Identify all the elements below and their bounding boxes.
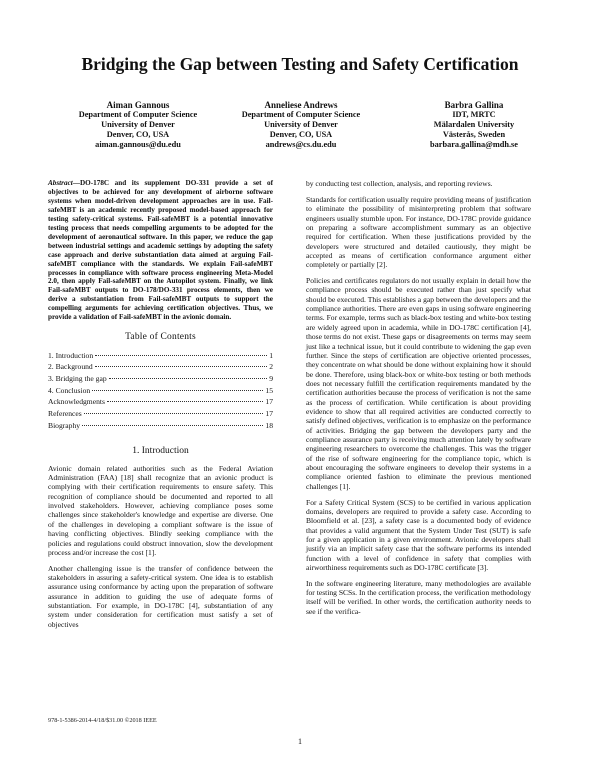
paragraph: For a Safety Critical System (SCS) to be certified in various application domains, developers are required to provide a safety case. According to Bloomfield et al. [23], a safety case is a documented body of evidence that provides a valid argument that the System Under Test (SUT) is safe for a given application in a given environment. Avionic developers shall justify via an implicit safety case that the software performs its intended function with a level of confidence in safety that complies with airworthiness requirements such as DO-178C certificate [3]. xyxy=(306,497,531,572)
paragraph: by conducting test collection, analysis, and reporting reviews. xyxy=(306,179,493,188)
table-of-contents xyxy=(48,351,273,433)
author-org: University of Denver xyxy=(101,120,175,129)
author-dept: IDT, MRTC xyxy=(452,110,496,119)
author-location: Västerås, Sweden xyxy=(442,130,506,139)
page-number: 1 xyxy=(298,737,302,746)
author-email: aiman.gannous@du.edu xyxy=(95,140,181,149)
toc-entry[interactable]: 4. Conclusion 15 xyxy=(48,385,273,395)
section-heading: 1. Introduction xyxy=(132,446,189,457)
toc-entry[interactable]: Acknowledgments 17 xyxy=(48,397,273,407)
author-1 xyxy=(48,100,228,150)
author-email: andrews@cs.du.edu xyxy=(265,140,337,149)
abstract-text: —DO-178C and its supplement DO-331 provide a set of objectives to be achieved for any development of airborne software systems when model-driven development approaches are in use. Fail-safeMBT is an academic recently proposed model-based approach for testing safety-critical systems. Fail-safeMBT is a potential innovative testing process that needs compelling arguments to be adopted for the development of aeronautical software. In this paper, we reduce the gap between industrial settings and academic settings by adopting the safety case approach and derive substantiation data aimed at arguing Fail-safeMBT compliance with the standards. We explain Fail-safeMBT processes in compliance with software process engineering Meta-Model 2.0, then apply Fail-safeMBT on the Autopilot system. Finally, we link Fail-safeMBT outputs to DO-178/DO-331 process elements, then we derive a substantiation from Fail-safeMBT outputs to support the compelling arguments for achieving certification objectives. Thus, we provide a validation of Fail-safeMBT in the avionic domain. xyxy=(48,179,273,322)
paragraph: Standards for certification usually require providing means of justification to eliminate the possibility of misinterpreting problem that software engineers usually stumble upon. For instance, DO-178C provide guidance on preparing a software accomplishment summary as an objective required for certification. When these justifications provided by the developers were structured and detailed cautiously, they might be accepted as means of certification conformance argument either completely or partially [2]. xyxy=(306,194,531,270)
author-email: barbara.gallina@mdh.se xyxy=(430,140,518,149)
left-column xyxy=(48,179,273,636)
author-location: Denver, CO, USA xyxy=(269,130,333,139)
author-org: University of Denver xyxy=(264,120,338,129)
abstract xyxy=(48,179,273,322)
paragraph: Avionic domain related authorities such as the Federal Aviation Administration (FAA) [18] shall recognize that an avionic product is complying with their certification requirements to ensure safety. This recognition of compliance should be documented and reported to all involved stakeholders. However, achieving compliance poses some challenges since stakeholder's knowledge and expertise are diverse. One of the challenges in developing a compliant software is the issue of having conflicting objectives. Blindly seeking compliance with the policies and regulations could obstruct innovation, slow the development process and/or increase the cost [1]. xyxy=(48,463,273,557)
right-column xyxy=(306,179,531,623)
author-org: Mälardalen University xyxy=(433,120,515,129)
toc-entry[interactable]: Biography 18 xyxy=(48,420,273,430)
toc-entry[interactable]: References 17 xyxy=(48,409,273,419)
paragraph: Policies and certificates regulators do not usually explain in detail how the compliance process should be executed rather than just specify what should be executed. This establishes a gap between the developers and the compliance authorities. There are even gaps in using software engineering terms. For example, terms such as black-box testing and white-box testing are widely agreed upon in academia, while in DO-178C certification [4], those terms do not exist. These gaps or disagreements on terms may seem just like a technical issue, but it could contribute to widening the gap even further. Since the steps of certification are objective oriented processes, they concentrate on what should be done without explaining how it should be done. Therefore, using black-box or white-box testing or both methods does not necessary fulfill the certification requirements mandated by the certification authorities because the process of verification is not the same as the process of certification. While certification is about providing evidence to show that all required activities are conducted correctly to satisfy defined objectives, verification is to emphasize on the performance of activities. Bridging the gap between the developers party and the compliance assurance party is receiving much attention lately by software engineering researchers to overcome the challenges. This was the trigger of the rise of software engineering for the compliance topic, which is about encouraging the software engineers to develop their systems in a compliance oriented fashion to eliminate the previous mentioned challenges [1]. xyxy=(306,276,531,491)
paper-title: Bridging the Gap between Testing and Safety Certification xyxy=(81,54,519,74)
author-2 xyxy=(211,100,391,150)
paragraph: Another challenging issue is the transfer of confidence between the stakeholders in assuring a safety-critical system. One idea is to establish assurance using conformance by acting upon the preparation of software assurance in addition to guiding the use of adequate forms of substantiation. For example, in DO-178C [4], substantiation of any system under consideration for certification must satisfy a set of objectives xyxy=(48,563,273,629)
author-location: Denver, CO, USA xyxy=(106,130,170,139)
toc-entry[interactable]: 2. Background 2 xyxy=(48,362,273,372)
author-name: Anneliese Andrews xyxy=(264,100,338,110)
toc-entry[interactable]: 3. Bridging the gap 9 xyxy=(48,373,273,383)
abstract-lead: Abstract xyxy=(48,179,73,187)
author-3 xyxy=(384,100,564,150)
author-dept: Department of Computer Science xyxy=(78,110,198,119)
toc-heading: Table of Contents xyxy=(125,332,196,343)
author-dept: Department of Computer Science xyxy=(241,110,361,119)
author-name: Aiman Gannous xyxy=(106,100,170,110)
paragraph: In the software engineering literature, many methodologies are available for testing SCSs. In the certification process, the verification methodology itself will be verified. In other words, the certification authority needs to see if the verifica- xyxy=(306,578,531,616)
toc-entry[interactable]: 1. Introduction 1 xyxy=(48,350,273,360)
author-name: Barbra Gallina xyxy=(444,100,504,110)
copyright-footnote: 978-1-5386-2014-4/18/$31.00 ©2018 IEEE xyxy=(48,717,157,724)
